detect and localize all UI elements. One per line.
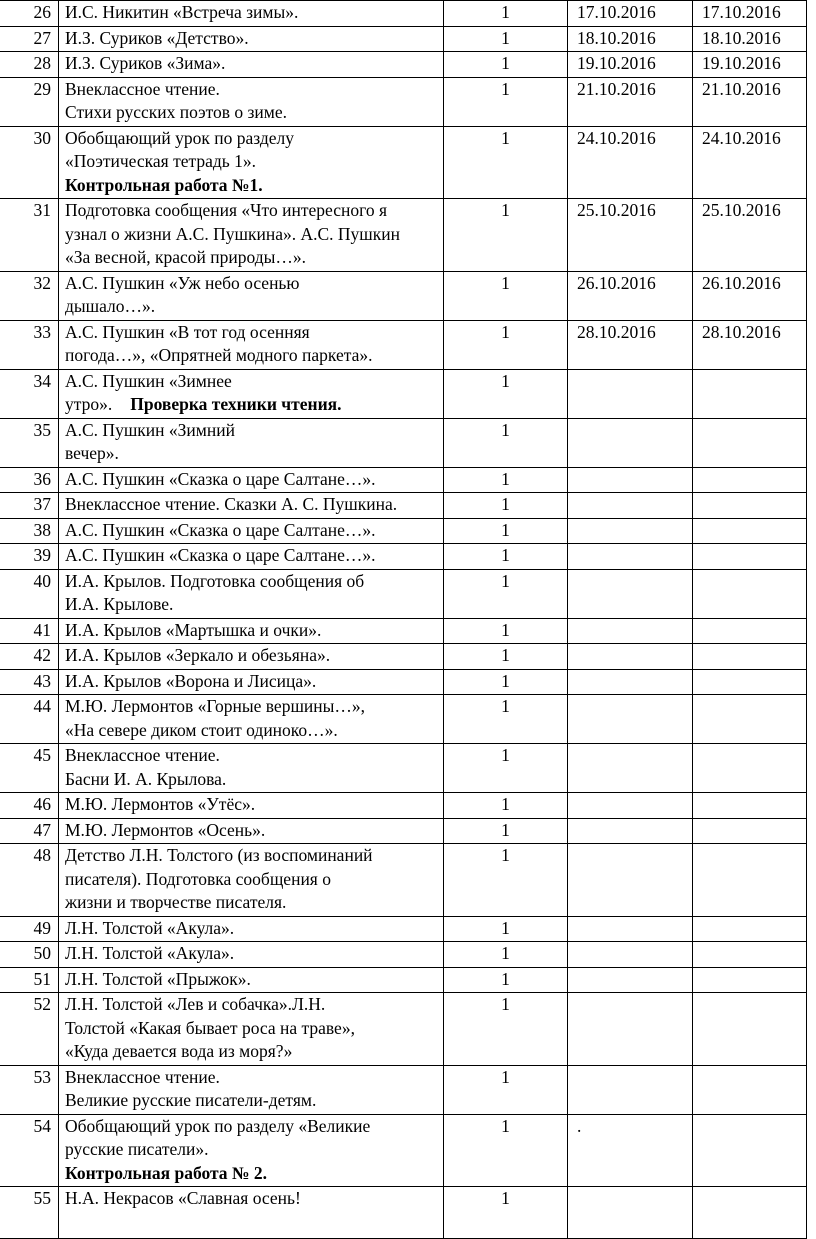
topic-line-text: Л.Н. Толстой «Акула».: [65, 917, 235, 938]
planned-date: [568, 518, 693, 544]
topic-line-text: И.З. Суриков «Зима».: [65, 53, 226, 73]
lesson-row: [0, 52, 807, 78]
lesson-row: [0, 518, 807, 544]
planned-date: 25.10.2016: [568, 199, 693, 272]
lesson-row: [0, 942, 807, 968]
lesson-number: 27: [0, 26, 59, 52]
topic-line-text: А.С. Пушкин «Сказка о царе Салтане…».: [65, 545, 376, 565]
planned-date: 26.10.2016: [568, 271, 693, 320]
topic-line: [65, 544, 439, 568]
lesson-topic: [59, 744, 444, 793]
actual-date: [693, 493, 807, 519]
actual-date: [693, 669, 807, 695]
actual-date: [693, 916, 807, 942]
actual-date: [693, 818, 807, 844]
planned-date: [568, 493, 693, 519]
actual-date: [693, 1065, 807, 1114]
topic-line-text: И.А. Крылов «Мартышка и очки».: [65, 619, 322, 640]
lesson-row: [0, 1065, 807, 1114]
lesson-hours: 1: [444, 967, 568, 993]
planned-date: [568, 993, 693, 1066]
lesson-topic: [59, 1, 444, 27]
actual-date: 21.10.2016: [693, 77, 807, 126]
topic-line: [65, 768, 439, 792]
planned-date: [568, 644, 693, 670]
topic-line-text: Внеклассное чтение.: [65, 78, 220, 99]
topic-line-text: М.Ю. Лермонтов «Осень».: [65, 819, 266, 840]
lesson-row: [0, 844, 807, 917]
topic-line: [65, 127, 439, 151]
planned-date: [568, 1187, 693, 1239]
lesson-number: 54: [0, 1114, 59, 1187]
lesson-topic: [59, 644, 444, 670]
actual-date: [693, 1114, 807, 1187]
lesson-hours: 1: [444, 618, 568, 644]
lesson-hours: 1: [444, 126, 568, 199]
topic-line: [65, 670, 439, 694]
lesson-hours: 1: [444, 695, 568, 744]
topic-line-text: Л.Н. Толстой «Прыжок».: [65, 968, 251, 989]
topic-line: [65, 619, 439, 643]
topic-line: [65, 695, 439, 719]
planned-date: [568, 618, 693, 644]
actual-date: [693, 993, 807, 1066]
lesson-hours: 1: [444, 544, 568, 570]
lesson-hours: 1: [444, 369, 568, 418]
lesson-hours: 1: [444, 77, 568, 126]
lesson-number: 31: [0, 199, 59, 272]
actual-date: 25.10.2016: [693, 199, 807, 272]
topic-line: [65, 199, 439, 223]
topic-line: [65, 942, 439, 966]
lesson-row: [0, 967, 807, 993]
lesson-topic: [59, 1187, 444, 1239]
topic-line: [65, 968, 439, 992]
lesson-number: 42: [0, 644, 59, 670]
lesson-number: 37: [0, 493, 59, 519]
lesson-number: 33: [0, 320, 59, 369]
lesson-hours: 1: [444, 744, 568, 793]
topic-line-text: И.С. Никитин «Встреча зимы».: [65, 2, 299, 22]
topic-line-text: Н.А. Некрасов «Славная осень!: [65, 1188, 301, 1208]
planned-date: [568, 793, 693, 819]
topic-line-text: Толстой «Какая бывает роса на траве»,: [65, 1017, 355, 1038]
actual-date: 19.10.2016: [693, 52, 807, 78]
lesson-number: 32: [0, 271, 59, 320]
lesson-row: [0, 271, 807, 320]
topic-line-text: вечер».: [65, 443, 119, 463]
actual-date: [693, 793, 807, 819]
lesson-row: [0, 695, 807, 744]
lesson-topic: [59, 77, 444, 126]
actual-date: [693, 544, 807, 570]
topic-line-text: И.З. Суриков «Детство».: [65, 27, 249, 48]
lesson-row: [0, 644, 807, 670]
topic-line-text: А.С. Пушкин «Сказка о царе Салтане…».: [65, 519, 376, 540]
planned-date: [568, 967, 693, 993]
lesson-hours: 1: [444, 942, 568, 968]
topic-line-text: Стихи русских поэтов о зиме.: [65, 102, 288, 122]
lesson-number: 26: [0, 1, 59, 27]
actual-date: [693, 369, 807, 418]
lesson-topic: [59, 52, 444, 78]
lesson-row: [0, 320, 807, 369]
lesson-number: 29: [0, 77, 59, 126]
lesson-row: [0, 418, 807, 467]
lesson-row: [0, 1, 807, 27]
topic-line: [65, 993, 439, 1017]
topic-line: [65, 150, 439, 174]
planned-date: 17.10.2016: [568, 1, 693, 27]
lesson-topic: [59, 569, 444, 618]
topic-line-text: Великие русские писатели-детям.: [65, 1090, 317, 1110]
lesson-hours: 1: [444, 26, 568, 52]
lesson-topic: [59, 993, 444, 1066]
lesson-hours: 1: [444, 644, 568, 670]
actual-date: 26.10.2016: [693, 271, 807, 320]
planned-date: [568, 818, 693, 844]
lesson-hours: 1: [444, 418, 568, 467]
lesson-row: [0, 1114, 807, 1187]
lesson-number: 28: [0, 52, 59, 78]
lesson-number: 41: [0, 618, 59, 644]
lesson-number: 53: [0, 1065, 59, 1114]
lesson-hours: 1: [444, 1187, 568, 1239]
topic-line-text: Детство Л.Н. Толстого (из воспоминаний: [65, 845, 373, 865]
topic-line: [65, 101, 439, 125]
planned-date: 28.10.2016: [568, 320, 693, 369]
lesson-number: 44: [0, 695, 59, 744]
topic-line-text: узнал о жизни А.С. Пушкина». А.С. Пушкин: [65, 223, 400, 244]
topic-line-text: И.А. Крылов. Подготовка сообщения об: [65, 570, 365, 591]
actual-date: [693, 967, 807, 993]
planned-date: [568, 669, 693, 695]
planned-date: 21.10.2016: [568, 77, 693, 126]
lesson-hours: 1: [444, 793, 568, 819]
lesson-hours: 1: [444, 916, 568, 942]
lesson-row: [0, 744, 807, 793]
lesson-hours: 1: [444, 271, 568, 320]
topic-bold-note: Проверка техники чтения.: [130, 394, 342, 414]
planned-date: [568, 844, 693, 917]
topic-line: [65, 593, 439, 617]
lesson-row: [0, 916, 807, 942]
topic-line-text: писателя). Подготовка сообщения о: [65, 868, 331, 889]
topic-line: [65, 272, 439, 296]
planned-date: [568, 569, 693, 618]
actual-date: 24.10.2016: [693, 126, 807, 199]
topic-line-text: Подготовка сообщения «Что интересного я: [65, 200, 387, 220]
topic-line: [65, 468, 439, 492]
lesson-hours: 1: [444, 467, 568, 493]
topic-line: [65, 27, 439, 51]
topic-line: [65, 744, 439, 768]
topic-line: [65, 570, 439, 594]
lesson-topic: [59, 199, 444, 272]
lesson-row: [0, 793, 807, 819]
topic-line-text: М.Ю. Лермонтов «Горные вершины…»,: [65, 696, 366, 716]
lesson-hours: 1: [444, 1, 568, 27]
actual-date: [693, 569, 807, 618]
lesson-hours: 1: [444, 52, 568, 78]
topic-line: [65, 644, 439, 668]
topic-line: [65, 1115, 439, 1139]
planned-date: [568, 942, 693, 968]
lesson-topic: [59, 942, 444, 968]
topic-bold-note: Контрольная работа № 2.: [65, 1162, 268, 1183]
topic-line-text: Обобщающий урок по разделу «Великие: [65, 1115, 371, 1136]
topic-line-text: «За весной, красой природы…».: [65, 247, 307, 267]
topic-line: [65, 1089, 439, 1113]
lesson-hours: 1: [444, 320, 568, 369]
actual-date: [693, 644, 807, 670]
actual-date: 28.10.2016: [693, 320, 807, 369]
lesson-number: 52: [0, 993, 59, 1066]
actual-date: [693, 418, 807, 467]
lesson-hours: 1: [444, 818, 568, 844]
lesson-topic: [59, 126, 444, 199]
lesson-topic: [59, 467, 444, 493]
topic-line: [65, 1066, 439, 1090]
lesson-number: 45: [0, 744, 59, 793]
topic-line: [65, 370, 439, 394]
lesson-topic: [59, 618, 444, 644]
planned-date: .: [568, 1114, 693, 1187]
lesson-row: [0, 618, 807, 644]
lesson-row: [0, 199, 807, 272]
planned-date: [568, 695, 693, 744]
planned-date: 24.10.2016: [568, 126, 693, 199]
topic-line: [65, 344, 439, 368]
topic-line: [65, 223, 439, 247]
lesson-topic: [59, 793, 444, 819]
lesson-topic: [59, 493, 444, 519]
lesson-hours: 1: [444, 1065, 568, 1114]
lesson-row: [0, 993, 807, 1066]
topic-line-text: Л.Н. Толстой «Акула».: [65, 943, 235, 963]
topic-line: [65, 52, 439, 76]
lesson-row: [0, 467, 807, 493]
lesson-hours: 1: [444, 669, 568, 695]
planned-date: [568, 544, 693, 570]
topic-line: [65, 917, 439, 941]
lesson-topic: [59, 916, 444, 942]
topic-line: [65, 868, 439, 892]
lesson-topic: [59, 1114, 444, 1187]
lesson-hours: 1: [444, 493, 568, 519]
lesson-row: [0, 26, 807, 52]
lesson-number: 49: [0, 916, 59, 942]
lesson-topic: [59, 967, 444, 993]
topic-line: [65, 1040, 439, 1064]
lesson-topic: [59, 669, 444, 695]
lesson-number: 46: [0, 793, 59, 819]
topic-line: [65, 295, 439, 319]
lesson-number: 34: [0, 369, 59, 418]
lesson-hours: 1: [444, 199, 568, 272]
topic-line-text: утро».: [65, 394, 113, 414]
actual-date: [693, 942, 807, 968]
lesson-row: [0, 369, 807, 418]
lesson-number: 35: [0, 418, 59, 467]
topic-line: [65, 442, 439, 466]
topic-line-text: А.С. Пушкин «В тот год осенняя: [65, 321, 310, 342]
topic-line: [65, 1017, 439, 1041]
topic-line: [65, 321, 439, 345]
lesson-number: 38: [0, 518, 59, 544]
topic-line-text: И.А. Крылов «Ворона и Лисица».: [65, 670, 317, 691]
topic-line: [65, 844, 439, 868]
actual-date: [693, 695, 807, 744]
topic-line-text: И.А. Крылов «Зеркало и обезьяна».: [65, 645, 331, 665]
lesson-row: [0, 493, 807, 519]
topic-line-text: погода…», «Опрятней модного паркета».: [65, 345, 373, 365]
lesson-number: 50: [0, 942, 59, 968]
lesson-hours: 1: [444, 844, 568, 917]
topic-line: [65, 246, 439, 270]
lesson-hours: 1: [444, 569, 568, 618]
lesson-topic: [59, 844, 444, 917]
lesson-rows: [0, 1, 807, 1239]
lesson-row: [0, 126, 807, 199]
lesson-topic: [59, 695, 444, 744]
lesson-topic: [59, 271, 444, 320]
topic-line: [65, 1, 439, 25]
lesson-topic: [59, 26, 444, 52]
planned-date: 18.10.2016: [568, 26, 693, 52]
topic-line: [65, 719, 439, 743]
lesson-row: [0, 1187, 807, 1239]
lesson-row: [0, 818, 807, 844]
planned-date: 19.10.2016: [568, 52, 693, 78]
topic-line-text: М.Ю. Лермонтов «Утёс».: [65, 794, 256, 814]
lesson-number: 30: [0, 126, 59, 199]
actual-date: [693, 744, 807, 793]
actual-date: [693, 467, 807, 493]
lesson-number: 40: [0, 569, 59, 618]
topic-line-text: русские писатели».: [65, 1139, 209, 1159]
lesson-hours: 1: [444, 993, 568, 1066]
topic-line-text: Л.Н. Толстой «Лев и собачка».Л.Н.: [65, 994, 326, 1014]
lesson-topic: [59, 818, 444, 844]
topic-line-text: «Поэтическая тетрадь 1».: [65, 151, 257, 171]
lesson-topic: [59, 544, 444, 570]
lesson-row: [0, 569, 807, 618]
topic-line-text: Внеклассное чтение.: [65, 1066, 220, 1087]
topic-line-text: И.А. Крылове.: [65, 594, 174, 614]
topic-line-text: А.С. Пушкин «Зимний: [65, 419, 235, 440]
topic-line: [65, 419, 439, 443]
topic-line-text: «На севере диком стоит одиноко…».: [65, 719, 338, 740]
lesson-number: 39: [0, 544, 59, 570]
lesson-hours: 1: [444, 518, 568, 544]
planned-date: [568, 1065, 693, 1114]
lesson-number: 36: [0, 467, 59, 493]
lesson-topic: [59, 418, 444, 467]
topic-line: [65, 1138, 439, 1162]
topic-line-text: А.С. Пушкин «Зимнее: [65, 370, 232, 391]
lesson-number: 48: [0, 844, 59, 917]
planned-date: [568, 916, 693, 942]
lesson-number: 51: [0, 967, 59, 993]
lesson-row: [0, 669, 807, 695]
topic-line: [65, 891, 439, 915]
lesson-topic: [59, 518, 444, 544]
topic-line-text: А.С. Пушкин «Сказка о царе Салтане…».: [65, 468, 376, 489]
lesson-row: [0, 544, 807, 570]
topic-line-text: Басни И. А. Крылова.: [65, 768, 227, 789]
planned-date: [568, 418, 693, 467]
actual-date: [693, 518, 807, 544]
lesson-number: 43: [0, 669, 59, 695]
topic-line: [65, 1187, 439, 1211]
lesson-topic: [59, 1065, 444, 1114]
topic-line-text: жизни и творчестве писателя.: [65, 892, 287, 912]
planned-date: [568, 369, 693, 418]
topic-line: [65, 793, 439, 817]
lesson-topic: [59, 320, 444, 369]
lesson-row: [0, 77, 807, 126]
topic-line-text: Внеклассное чтение.: [65, 745, 220, 765]
lesson-number: 47: [0, 818, 59, 844]
topic-line-text: А.С. Пушкин «Уж небо осенью: [65, 272, 300, 293]
lesson-hours: 1: [444, 1114, 568, 1187]
topic-bold-note: Контрольная работа №1.: [65, 174, 263, 195]
actual-date: 18.10.2016: [693, 26, 807, 52]
lesson-topic: [59, 369, 444, 418]
planned-date: [568, 467, 693, 493]
lesson-number: 55: [0, 1187, 59, 1239]
topic-line-text: Внеклассное чтение. Сказки А. С. Пушкина.: [65, 494, 398, 514]
topic-line-text: «Куда девается вода из моря?»: [65, 1041, 293, 1061]
topic-line: [65, 519, 439, 543]
topic-line: [65, 78, 439, 102]
actual-date: [693, 1187, 807, 1239]
topic-line: [65, 393, 439, 417]
actual-date: [693, 844, 807, 917]
topic-line: [65, 493, 439, 517]
actual-date: [693, 618, 807, 644]
topic-line-text: Обобщающий урок по разделу: [65, 127, 294, 148]
actual-date: 17.10.2016: [693, 1, 807, 27]
topic-line: [65, 819, 439, 843]
topic-line-text: дышало…».: [65, 296, 156, 316]
planned-date: [568, 744, 693, 793]
